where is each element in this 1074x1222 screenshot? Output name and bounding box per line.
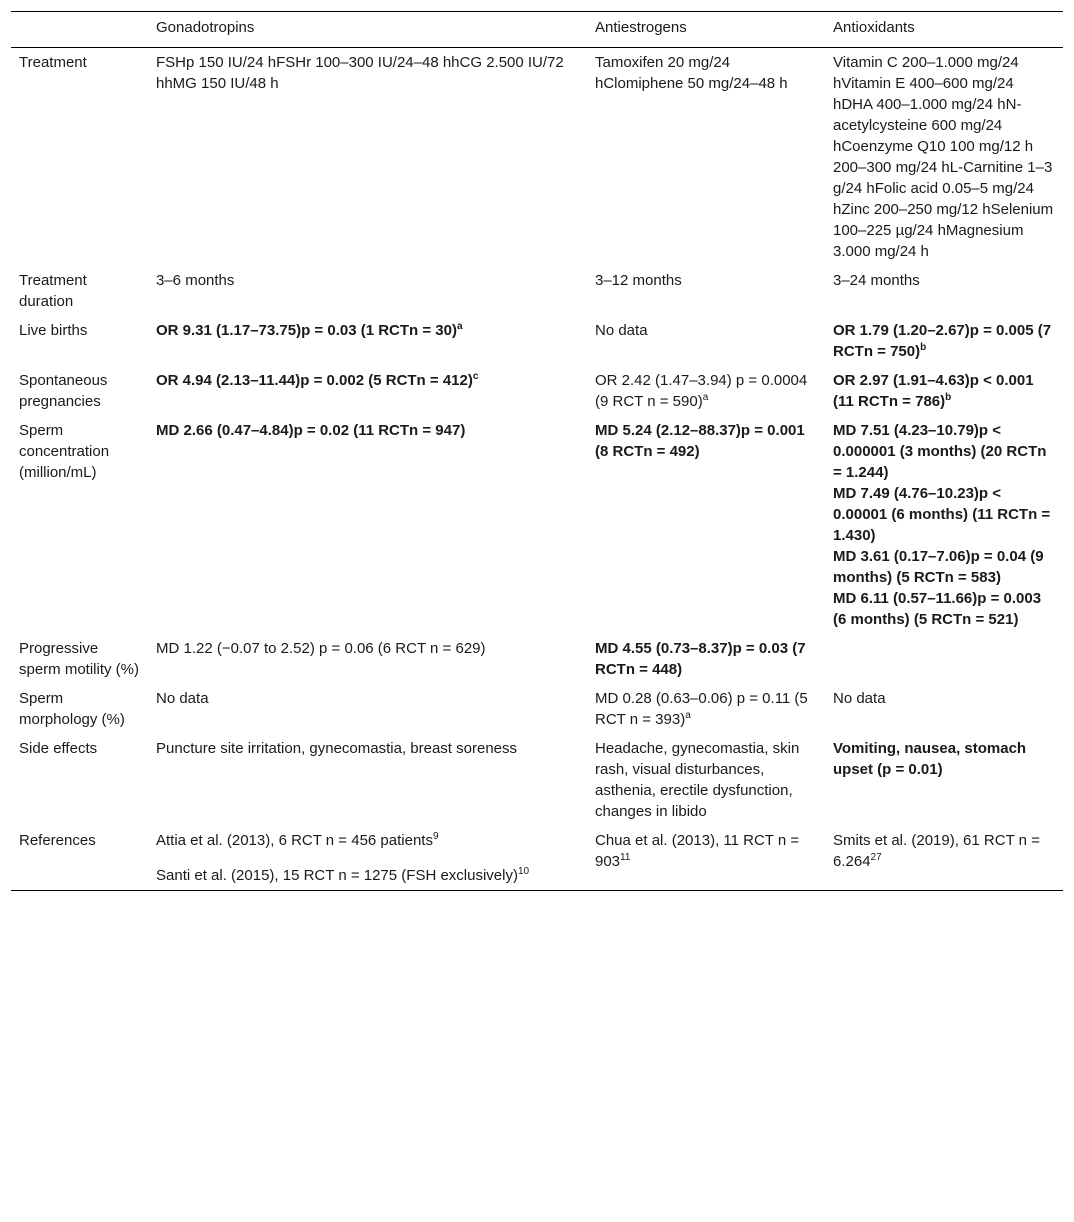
cell-antiestrogens: MD 5.24 (2.12–88.37)p = 0.001 (8 RCTn = 492) bbox=[595, 422, 805, 460]
cell-antiestrogens: Headache, gynecomastia, skin rash, visual disturbances, asthenia, erectile dysfunction, changes in libido bbox=[595, 740, 800, 820]
footnote-marker: b bbox=[945, 392, 952, 403]
footnote-marker: 27 bbox=[870, 852, 882, 863]
cell-antiestrogens: 3–12 months bbox=[595, 272, 682, 289]
footnote-marker: 9 bbox=[432, 831, 439, 842]
footnote-marker: 10 bbox=[517, 866, 530, 877]
cell-text: OR 1.79 (1.20–2.67)p = 0.005 (7 RCTn = 750) bbox=[833, 322, 1052, 360]
cell-gonadotropins bbox=[148, 316, 587, 366]
cell-antioxidants: 3–24 months bbox=[833, 272, 920, 289]
cell-antioxidants bbox=[825, 634, 1063, 684]
cell-gonadotropins: Puncture site irritation, gynecomastia, breast soreness bbox=[156, 740, 518, 757]
cell-text: OR 2.42 (1.47–3.94) p = 0.0004 (9 RCT n = 590) bbox=[595, 372, 808, 410]
comparison-table bbox=[11, 11, 1063, 891]
footnote-marker: a bbox=[685, 710, 691, 721]
row-label: Sperm concentration (million/mL) bbox=[19, 422, 110, 481]
cell-antiestrogens bbox=[587, 684, 825, 734]
cell-gonadotropins bbox=[148, 48, 587, 267]
table-row-side-effects bbox=[11, 734, 1063, 826]
cell-line: MD 7.49 (4.76–10.23)p < 0.00001 (6 months) (11 RCTn = 1.430) bbox=[833, 485, 1051, 544]
table-row-live-births bbox=[11, 316, 1063, 366]
row-label: Live births bbox=[19, 322, 88, 339]
row-label: Sperm morphology (%) bbox=[19, 690, 125, 728]
cell-line: MD 3.61 (0.17–7.06)p = 0.04 (9 months) (5 RCTn = 583) bbox=[833, 548, 1044, 586]
table-row-treatment bbox=[11, 48, 1063, 267]
footnote-marker: c bbox=[472, 371, 479, 382]
table-row-duration bbox=[11, 266, 1063, 316]
row-label: Treatment bbox=[19, 54, 87, 71]
header-row bbox=[11, 12, 1063, 48]
row-label: Spontaneous pregnancies bbox=[19, 372, 108, 410]
cell-gonadotropins: 3–6 months bbox=[156, 272, 235, 289]
row-label: Progressive sperm motility (%) bbox=[19, 640, 140, 678]
footnote-marker: b bbox=[920, 342, 927, 353]
cell-text: FSHp 150 IU/24 hFSHr 100–300 IU/24–48 hhCG 2.500 IU/72 hhMG 150 IU/48 h bbox=[156, 54, 564, 92]
footnote-marker: a bbox=[702, 392, 709, 403]
cell-antioxidants bbox=[825, 366, 1063, 416]
cell-antioxidants: Vomiting, nausea, stomach upset (p = 0.01) bbox=[833, 740, 1027, 778]
cell-antiestrogens bbox=[587, 48, 825, 267]
cell-text: OR 4.94 (2.13–11.44)p = 0.002 (5 RCTn = 412) bbox=[156, 372, 473, 389]
cell-antioxidants bbox=[825, 826, 1063, 891]
table-row-sperm-concentration bbox=[11, 416, 1063, 634]
table-row-sperm-motility bbox=[11, 634, 1063, 684]
cell-line: MD 7.51 (4.23–10.79)p < 0.000001 (3 months) (20 RCTn = 1.244) bbox=[833, 422, 1047, 481]
cell-antioxidants bbox=[825, 416, 1063, 634]
cell-line: MD 6.11 (0.57–11.66)p = 0.003 (6 months) (5 RCTn = 521) bbox=[833, 590, 1042, 628]
cell-text: Vitamin C 200–1.000 mg/24 hVitamin E 400–600 mg/24 hDHA 400–1.000 mg/24 hN-acetylcysteine 600 mg/24 hCoenzyme Q10 100 mg/12 h 200–300 mg/24 hL-Carnitine 1–3 g/24 hFolic acid 0.05–5 mg/24 hZinc 200–250 mg/12 hSelenium 100–225 µg/24 hMagnesium 3.000 mg/24 h bbox=[833, 54, 1054, 260]
cell-antioxidants: No data bbox=[833, 690, 886, 707]
cell-antiestrogens: No data bbox=[595, 322, 648, 339]
cell-text: MD 0.28 (0.63–0.06) p = 0.11 (5 RCT n = 393) bbox=[595, 690, 808, 728]
header-antiestrogens: Antiestrogens bbox=[587, 12, 825, 48]
table-row-spontaneous-pregnancies bbox=[11, 366, 1063, 416]
reference-text: Attia et al. (2013), 6 RCT n = 456 patients bbox=[156, 832, 433, 849]
reference-line bbox=[156, 830, 579, 851]
header-antioxidants: Antioxidants bbox=[825, 12, 1063, 48]
cell-text: OR 9.31 (1.17–73.75)p = 0.03 (1 RCTn = 30) bbox=[156, 322, 457, 339]
cell-gonadotropins: MD 1.22 (−0.07 to 2.52) p = 0.06 (6 RCT n = 629) bbox=[156, 640, 486, 657]
reference-text: Smits et al. (2019), 61 RCT n = 6.264 bbox=[833, 832, 1040, 870]
reference-line bbox=[156, 865, 579, 886]
table-row-sperm-morphology bbox=[11, 684, 1063, 734]
header-gonadotropins: Gonadotropins bbox=[148, 12, 587, 48]
footnote-marker: 11 bbox=[620, 852, 631, 863]
cell-antiestrogens bbox=[587, 826, 825, 891]
cell-gonadotropins bbox=[148, 366, 587, 416]
cell-gonadotropins: No data bbox=[156, 690, 209, 707]
spacer bbox=[156, 851, 579, 865]
cell-antiestrogens: MD 4.55 (0.73–8.37)p = 0.03 (7 RCTn = 448) bbox=[595, 640, 806, 678]
reference-text: Chua et al. (2013), 11 RCT n = 903 bbox=[595, 832, 800, 870]
table-row-references bbox=[11, 826, 1063, 891]
cell-antioxidants bbox=[825, 48, 1063, 267]
row-label: References bbox=[11, 826, 148, 891]
row-label: Treatment duration bbox=[19, 272, 87, 310]
reference-text: Santi et al. (2015), 15 RCT n = 1275 (FSH exclusively) bbox=[156, 867, 518, 884]
footnote-marker: a bbox=[456, 321, 463, 332]
header-empty bbox=[11, 12, 148, 48]
cell-gonadotropins: MD 2.66 (0.47–4.84)p = 0.02 (11 RCTn = 947) bbox=[156, 422, 466, 439]
cell-text: OR 2.97 (1.91–4.63)p < 0.001 (11 RCTn = 786) bbox=[833, 372, 1034, 410]
cell-gonadotropins bbox=[148, 826, 587, 891]
row-label: Side effects bbox=[19, 740, 98, 757]
cell-text: Tamoxifen 20 mg/24 hClomiphene 50 mg/24–48 h bbox=[595, 54, 788, 92]
cell-antiestrogens bbox=[587, 366, 825, 416]
cell-antioxidants bbox=[825, 316, 1063, 366]
